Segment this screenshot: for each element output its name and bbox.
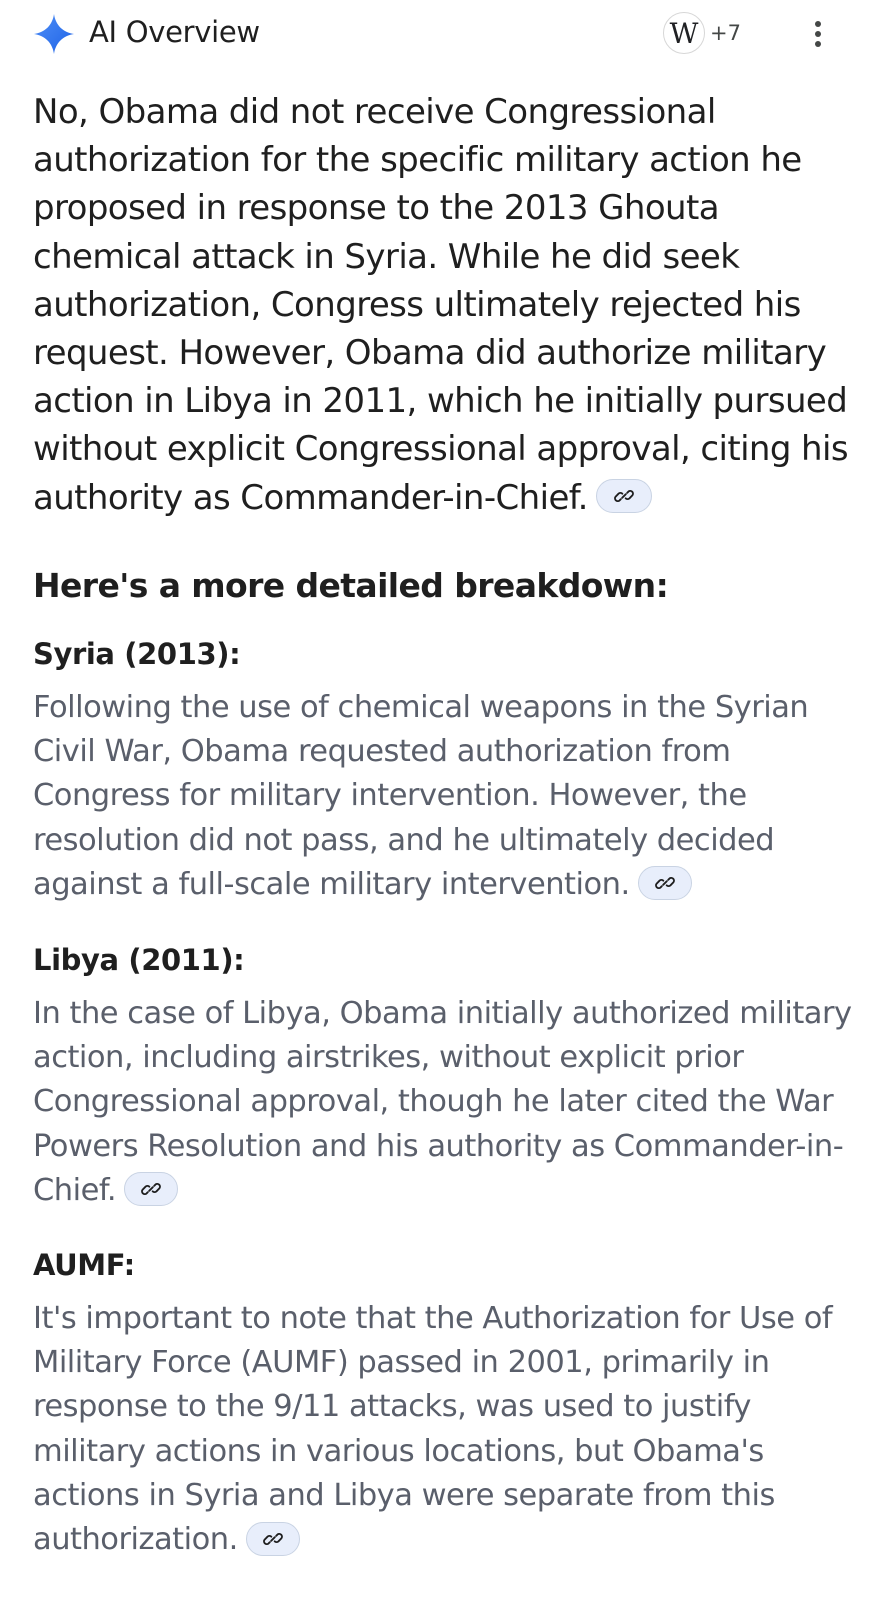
link-icon <box>140 1178 162 1200</box>
gemini-sparkle-icon <box>32 12 76 56</box>
more-vert-icon[interactable] <box>805 14 831 54</box>
syria-section-title: Syria (2013): <box>33 637 241 671</box>
syria-section-text <box>33 686 863 907</box>
sources-button[interactable] <box>663 10 741 56</box>
breakdown-heading: Here's a more detailed breakdown: <box>33 566 669 605</box>
link-icon <box>613 485 635 507</box>
libya-section-title: Libya (2011): <box>33 943 245 977</box>
syria-source-link[interactable] <box>638 866 692 900</box>
aumf-source-link[interactable] <box>246 1522 300 1556</box>
link-icon <box>262 1528 284 1550</box>
aumf-section-text <box>33 1297 863 1562</box>
ai-overview-title: AI Overview <box>89 15 260 49</box>
more-sources-count: +7 <box>710 21 741 45</box>
ai-overview-header <box>0 0 886 66</box>
libya-text: In the case of Libya, Obama initially authorized military action, including airstrikes, without explicit prior Congressional approval, though he later cited the War Powers Resolution and his authority as Commander-in-Chief. <box>33 996 852 1208</box>
syria-text: Following the use of chemical weapons in the Syrian Civil War, Obama requested authorization from Congress for military intervention. However, the resolution did not pass, and he ultimately decided against a full-scale military intervention. <box>33 690 809 902</box>
summary-paragraph <box>33 88 863 522</box>
libya-source-link[interactable] <box>124 1172 178 1206</box>
summary-source-link[interactable] <box>596 479 652 513</box>
aumf-text: It's important to note that the Authorization for Use of Military Force (AUMF) passed in 2001, primarily in response to the 9/11 attacks, was used to justify military actions in various locations, but Obama's actions in Syria and Libya were separate from this authorization. <box>33 1301 833 1558</box>
aumf-section-title: AUMF: <box>33 1248 135 1282</box>
summary-text: No, Obama did not receive Congressional authorization for the specific military action he proposed in response to the 2013 Ghouta chemical attack in Syria. While he did seek authorization, Congress ultimately rejected his request. However, Obama did authorize military action in Libya in 2011, which he initially pursued without explicit Congressional approval, citing his authority as Commander-in-Chief. <box>33 92 848 518</box>
wikipedia-icon: W <box>663 12 705 54</box>
link-icon <box>654 872 676 894</box>
libya-section-text <box>33 992 863 1213</box>
